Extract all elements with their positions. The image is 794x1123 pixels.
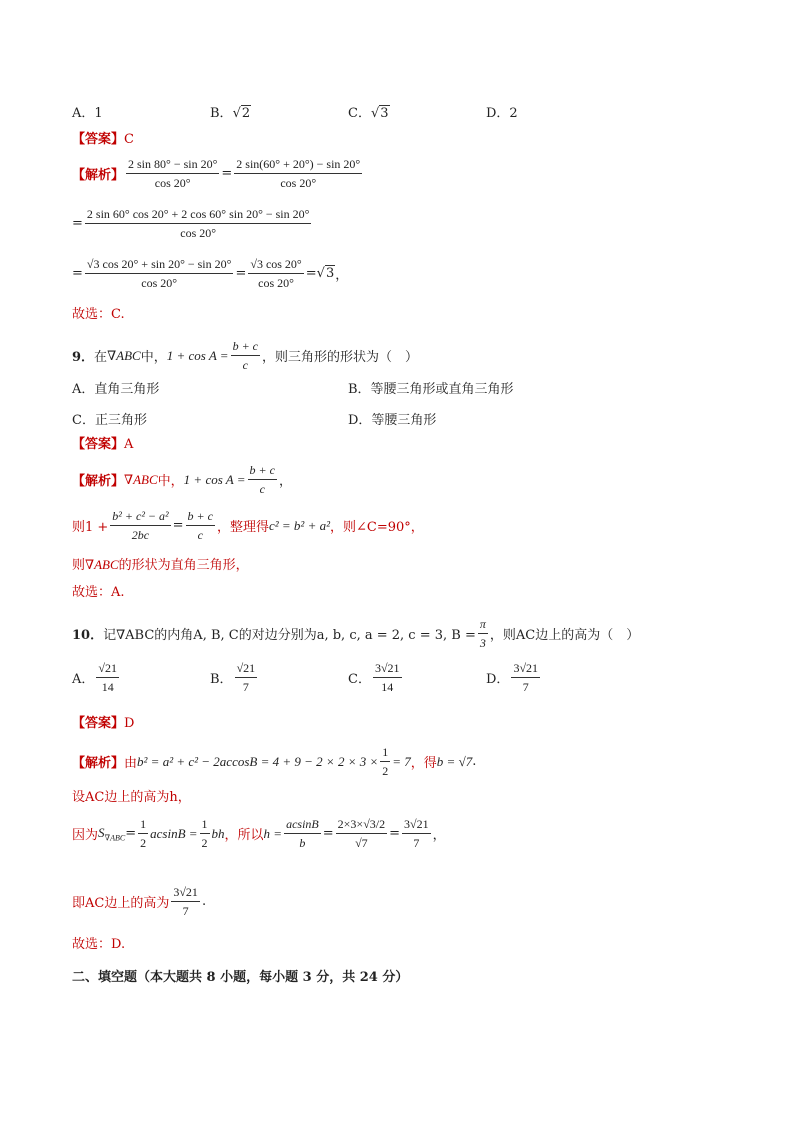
sqrt-symbol: √3 [316, 266, 335, 281]
denominator: 7 [182, 904, 189, 918]
numerator-text: 3 cos 20° [256, 257, 302, 271]
fraction [110, 508, 170, 543]
area-subscript: ∇ABC [104, 833, 126, 843]
option-label: C． [348, 672, 371, 687]
fraction [284, 816, 321, 851]
denominator: c [197, 528, 203, 542]
q8-option-b-value: 2 [241, 106, 251, 121]
denominator: 14 [101, 680, 114, 694]
numerator: 3√21 [171, 884, 200, 902]
q10-solution-line3 [72, 816, 446, 851]
equation: b = √7 [436, 753, 473, 769]
equals-sign: = [72, 266, 83, 281]
fraction [248, 462, 277, 497]
q10-option-c [348, 660, 404, 695]
q8-option-d [486, 102, 518, 121]
equals-sign: = [389, 826, 401, 841]
numerator: 3√21 [511, 660, 540, 678]
q9-option-d: D．等腰三角形 [348, 413, 437, 428]
numerator: b + c [231, 338, 260, 356]
option-label: B． [210, 672, 233, 687]
q8-option-a-text: A．1 [72, 106, 103, 121]
numerator: 1 [200, 816, 210, 834]
triangle-symbol: ∇ABC [107, 347, 141, 363]
stem-text: 在 [94, 350, 108, 365]
q8-conclusion: 故选：C. [72, 307, 125, 322]
condition-lhs: 1 + cos A = [166, 347, 229, 363]
numerator: 2 sin 80° − sin 20° [126, 156, 219, 174]
solution-text: 则1 + [72, 520, 109, 535]
q8-option-c-label: C． [348, 106, 371, 121]
comma: ， [335, 268, 349, 283]
equals-sign: = [221, 166, 233, 181]
fraction [171, 884, 200, 919]
q9-option-b: B．等腰三角形或直角三角形 [348, 382, 514, 397]
denominator: cos 20° [280, 176, 317, 190]
fraction [336, 816, 387, 851]
equation: bh [211, 825, 225, 841]
denominator: 14 [381, 680, 394, 694]
solution-text: 则 [72, 558, 86, 573]
equation: c² = b² + a² [268, 517, 330, 533]
denominator: 7 [413, 836, 420, 850]
numerator: 2 sin 60° cos 20° + 2 cos 60° sin 20° − sin 20° [85, 206, 312, 224]
stem-text: 中， [140, 350, 167, 365]
section-heading: 二、填空题（本大题共 8 小题，每小题 3 分，共 24 分） [72, 970, 409, 985]
area-letter: S [98, 824, 105, 840]
equals-sign: = [322, 826, 334, 841]
fraction [85, 206, 312, 241]
triangle-symbol: ∇ABC [124, 471, 158, 487]
solution-text: ，所以 [224, 828, 264, 843]
numerator: b + c [248, 462, 277, 480]
fraction [96, 660, 119, 695]
equals-sign: = [125, 826, 137, 841]
q10-answer [72, 712, 134, 731]
numerator: 2 sin(60° + 20°) − sin 20° [234, 156, 362, 174]
fraction [235, 660, 258, 695]
equation: = 7 [392, 753, 411, 769]
solution-text: ，则∠C=90°， [330, 520, 424, 535]
answer-label: 【答案】 [72, 132, 125, 147]
equals-sign: = [172, 518, 184, 533]
numerator: acsinB [284, 816, 321, 834]
answer-value: A [124, 437, 134, 452]
q8-option-d-text: D．2 [486, 106, 518, 121]
solution-label: 【解析】 [72, 168, 125, 183]
q8-solution-line3 [72, 256, 348, 291]
q8-option-c [348, 102, 390, 121]
q8-solution-line2 [72, 206, 313, 241]
numerator: π [478, 616, 488, 634]
equation: b² = a² + c² − 2accosB = 4 + 9 − 2 × 2 × 3 × [137, 753, 379, 769]
q8-option-c-value: 3 [380, 106, 389, 121]
q8-option-b [210, 102, 251, 121]
stem-text: ，则三角形的形状为（ ） [262, 350, 419, 365]
fraction [234, 156, 362, 191]
fraction [231, 338, 260, 373]
period: . [472, 754, 477, 769]
sqrt-symbol: √2 [232, 106, 251, 121]
denominator: cos 20° [141, 276, 178, 290]
fraction [248, 256, 303, 291]
option-label: A． [72, 672, 95, 687]
q8-solution-line1 [72, 156, 364, 191]
q9-solution-line2 [72, 508, 424, 543]
fraction [85, 256, 234, 291]
solution-text: ，整理得 [216, 520, 269, 535]
fraction [511, 660, 540, 695]
question-number: 10． [72, 628, 104, 643]
denominator: 7 [522, 680, 529, 694]
q9-solution-line3 [72, 554, 249, 573]
denominator: 7 [242, 680, 249, 694]
solution-text: 中， [157, 474, 184, 489]
denominator: 2bc [131, 528, 150, 542]
result-value: 3 [325, 266, 335, 281]
question-number: 9． [72, 350, 95, 365]
numerator: 2×3×√3/2 [336, 816, 387, 834]
numerator: 1 [138, 816, 148, 834]
denominator: cos 20° [180, 226, 217, 240]
equals-sign: = [72, 216, 83, 231]
numerator: √21 [96, 660, 119, 678]
q10-option-d [486, 660, 542, 695]
q10-solution-line2: 设AC边上的高为h， [72, 790, 191, 805]
denominator: b [299, 836, 306, 850]
q9-option-c: C．正三角形 [72, 413, 147, 428]
numerator-text: 21 [104, 661, 117, 675]
fraction [402, 816, 431, 851]
stem-text: 记∇ABC的内角A, B, C的对边分别为a, b, c, a = 2, c = 3, B = [103, 628, 476, 643]
numerator: b² + c² − a² [110, 508, 170, 526]
comma: ， [432, 828, 446, 843]
numerator: √21 [235, 660, 258, 678]
fraction [126, 156, 219, 191]
answer-value: C [124, 132, 134, 147]
q8-option-a [72, 102, 103, 121]
equals-sign: = [235, 266, 247, 281]
fraction [138, 816, 148, 851]
answer-value: D [124, 716, 135, 731]
period: . [201, 894, 207, 909]
solution-label: 【解析】 [72, 474, 125, 489]
denominator: 3 [479, 636, 486, 650]
fraction [380, 744, 390, 779]
answer-label: 【答案】 [72, 437, 125, 452]
numerator: 1 [380, 744, 390, 762]
fraction [478, 616, 488, 651]
q10-option-b [210, 660, 259, 695]
numerator-text: 21 [243, 661, 256, 675]
comma: ， [278, 474, 292, 489]
q10-option-a [72, 660, 121, 695]
answer-label: 【答案】 [72, 716, 125, 731]
solution-text: 的形状为直角三角形， [118, 558, 249, 573]
q8-answer [72, 128, 134, 147]
equals-sign: = [305, 266, 317, 281]
denominator: c [259, 482, 265, 496]
solution-text: ，得 [410, 756, 437, 771]
q9-answer [72, 433, 133, 452]
option-label: D． [486, 672, 510, 687]
denominator: √7 [355, 836, 368, 850]
q10-solution-line1 [72, 744, 476, 779]
numerator: 3√21 [402, 816, 431, 834]
numerator: √3 cos 20° [248, 256, 303, 274]
numerator: 3√21 [373, 660, 402, 678]
area-symbol [98, 825, 125, 843]
fraction [186, 508, 215, 543]
condition-lhs: 1 + cos A = [183, 471, 246, 487]
solution-text: 由 [124, 756, 138, 771]
numerator: √3 cos 20° + sin 20° − sin 20° [85, 256, 234, 274]
q9-solution-line1 [72, 462, 292, 497]
denominator: cos 20° [154, 176, 191, 190]
fraction [373, 660, 402, 695]
q9-conclusion: 故选：A. [72, 585, 125, 600]
equation: acsinB = [150, 825, 198, 841]
q10-stem [72, 616, 639, 651]
q8-option-b-label: B． [210, 106, 233, 121]
stem-text: ，则AC边上的高为（ ） [489, 628, 640, 643]
denominator: 2 [201, 836, 208, 850]
sqrt-symbol: √3 [370, 106, 389, 121]
q10-solution-line4 [72, 884, 206, 919]
q10-conclusion: 故选：D. [72, 937, 126, 952]
solution-text: 即AC边上的高为 [72, 896, 170, 911]
q9-stem [72, 338, 418, 373]
equation: h = [263, 825, 283, 841]
numerator-text: 3 cos 20° + sin 20° − sin 20° [93, 257, 232, 271]
denominator: 2 [382, 764, 389, 778]
solution-text: 因为 [72, 828, 99, 843]
triangle-symbol: ∇ABC [85, 557, 119, 572]
q9-option-a: A．直角三角形 [72, 382, 160, 397]
denominator: c [242, 358, 248, 372]
solution-label: 【解析】 [72, 756, 125, 771]
denominator: 2 [140, 836, 147, 850]
numerator: b + c [186, 508, 215, 526]
fraction [200, 816, 210, 851]
denominator: cos 20° [258, 276, 294, 290]
